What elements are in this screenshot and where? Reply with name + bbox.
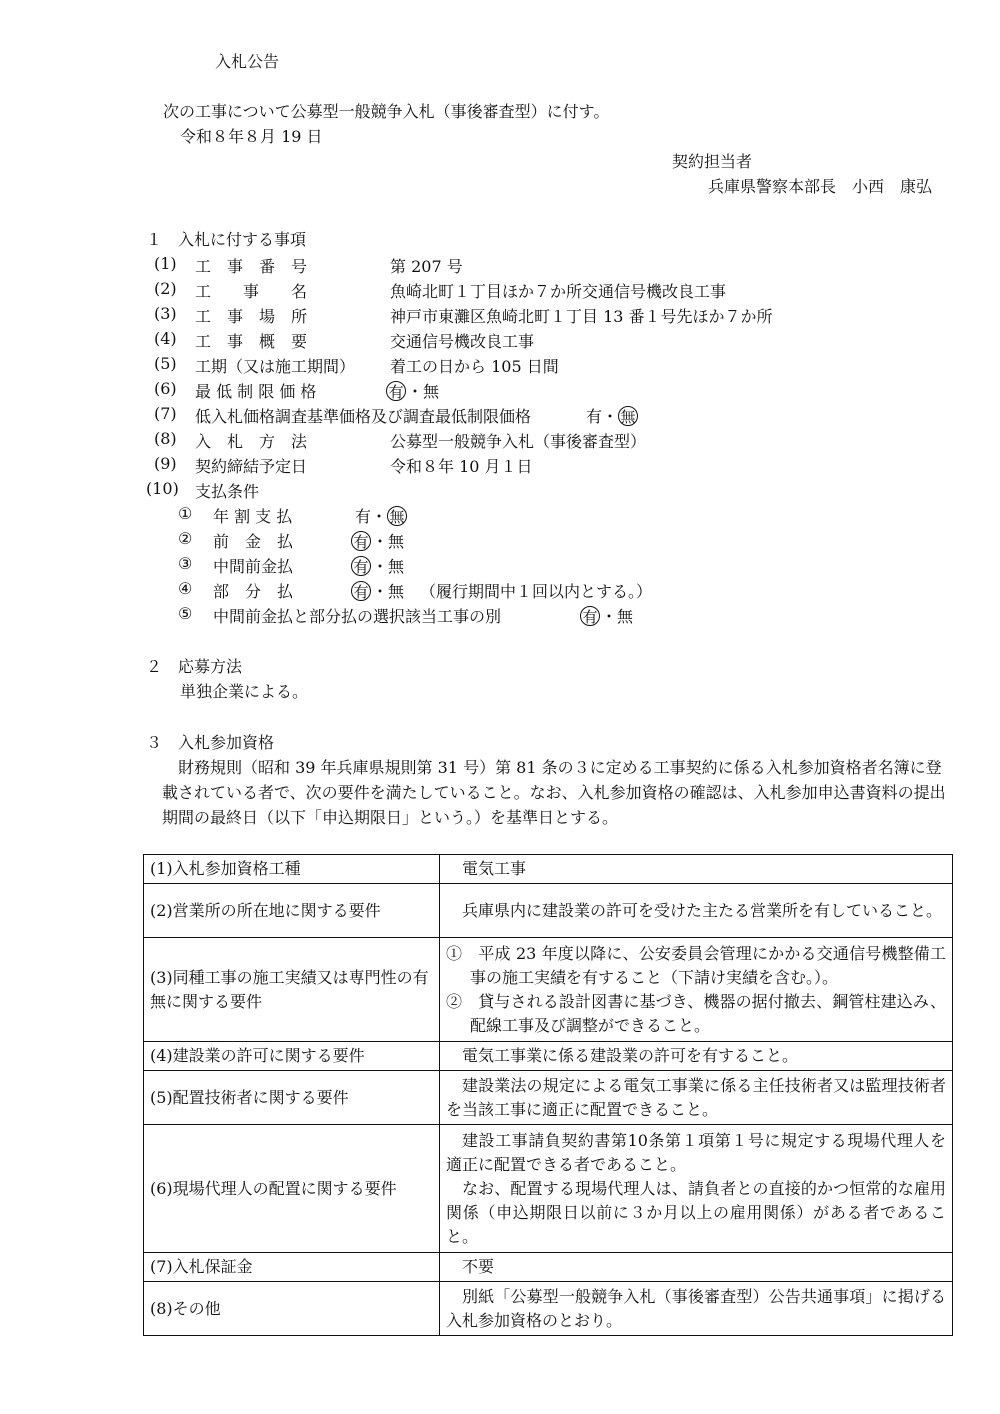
- selected-mark: 有: [351, 581, 371, 601]
- item-label: 工 事 名: [195, 282, 308, 301]
- contract-officer-name: 兵庫県警察本部長 小西 康弘: [708, 177, 933, 196]
- item-row: [150, 354, 950, 376]
- item-value: 魚崎北町１丁目ほか７か所交通信号機改良工事: [390, 282, 727, 301]
- selected-mark: 無: [618, 406, 638, 426]
- item-number: (5): [154, 354, 177, 373]
- item-row: [150, 304, 950, 326]
- notice-title: 入札公告: [215, 52, 280, 71]
- item-value: 着工の日から 105 日間: [390, 357, 559, 376]
- payment-row: ② 前 金 払 有 ・無: [178, 529, 405, 551]
- table-row: (6)現場代理人の配置に関する要件 建設工事請負契約書第10条第１項第１号に規定する現場代理人を適正に配置できる者であること。 なお、配置する現場代理人は、請負者との直接的かつ恒常的な雇用関係（申込期限日以前に３か月以上の雇用関係）がある者であること。: [144, 1125, 953, 1253]
- section-1-heading: １ 入札に付する事項: [146, 230, 307, 249]
- section-3-body: 財務規則（昭和 39 年兵庫県規則第 31 号）第 81 条の３に定める工事契約に係る入札参加資格者名簿に登載されている者で、次の要件を満たしていること。なお、入札参加資格の確認は、入札参加申込書資料の提出期間の最終日（以下「申込期限日」という。）を基準日とする。: [162, 758, 946, 827]
- notice-date: 令和８年８月 19 日: [180, 127, 323, 146]
- selected-mark: 有: [351, 531, 371, 551]
- payment-row: ④ 部 分 払 有 ・無 （履行期間中１回以内とする。）: [178, 579, 653, 601]
- item-value: 交通信号機改良工事: [390, 332, 535, 351]
- selected-mark: 無: [387, 506, 407, 526]
- item-number: (4): [154, 329, 177, 348]
- table-row: (5)配置技術者に関する要件 建設業法の規定による電気工事業に係る主任技術者又は監理技術者を当該工事に適正に配置できること。: [144, 1071, 953, 1125]
- item-row: [146, 479, 950, 501]
- item-value: 有・ 無: [586, 404, 639, 427]
- item-value: 令和８年 10 月１日: [390, 457, 533, 476]
- table-row: (1)入札参加資格工種 電気工事: [144, 855, 953, 884]
- table-row: (3)同種工事の施工実績又は専門性の有無に関する要件 ① 平成 23 年度以降に、公安委員会管理にかかる交通信号機整備工事の施工実績を有すること（下請け実績を含む。）。 ② 貸与される設計図書に基づき、機器の据付撤去、鋼管柱建込み、配線工事及び調整ができること。: [144, 938, 953, 1042]
- item-row: [150, 254, 950, 276]
- item-row: [150, 454, 950, 476]
- item-row: [150, 404, 950, 426]
- item-value: 有 ・無: [386, 379, 439, 402]
- table-row: (8)その他 別紙「公募型一般競争入札（事後審査型）公告共通事項」に掲げる入札参加資格のとおり。: [144, 1282, 953, 1336]
- item-row: [150, 379, 950, 401]
- contract-officer-label: 契約担当者: [672, 152, 753, 171]
- item-label: 低入札価格調査基準価格及び調査最低制限価格: [195, 407, 532, 426]
- item-number: (1): [154, 254, 177, 273]
- table-row: (2)営業所の所在地に関する要件 兵庫県内に建設業の許可を受けた主たる営業所を有していること。: [144, 884, 953, 938]
- item-label: 支払条件: [195, 482, 260, 501]
- item-number: (10): [146, 479, 179, 498]
- notice-intro: 次の工事について公募型一般競争入札（事後審査型）に付す。: [163, 102, 610, 121]
- item-value: 第 207 号: [390, 257, 463, 276]
- section-2-body: 単独企業による。: [180, 682, 309, 701]
- payment-row: ③ 中間前金払 有 ・無: [178, 554, 405, 576]
- selected-mark: 有: [386, 381, 406, 401]
- item-number: (3): [154, 304, 177, 323]
- item-label: 契約締結予定日: [195, 457, 308, 476]
- item-row: [150, 429, 950, 451]
- item-label: 最 低 制 限 価 格: [195, 382, 317, 401]
- item-label: 入 札 方 法: [195, 432, 308, 451]
- item-number: (7): [154, 404, 177, 423]
- item-value: 神戸市東灘区魚崎北町１丁目 13 番１号先ほか７か所: [390, 307, 773, 326]
- item-label: 工期（又は施工期間）: [195, 357, 356, 376]
- item-number: (9): [154, 454, 177, 473]
- table-row: (7)入札保証金 不要: [144, 1253, 953, 1282]
- item-number: (6): [154, 379, 177, 398]
- item-label: 工 事 場 所: [195, 307, 308, 326]
- item-label: 工 事 番 号: [195, 257, 308, 276]
- table-row: (4)建設業の許可に関する要件 電気工事業に係る建設業の許可を有すること。: [144, 1042, 953, 1071]
- payment-row: ① 年 割 支 払 有・ 無: [178, 504, 778, 526]
- item-value: 公募型一般競争入札（事後審査型）: [390, 432, 647, 451]
- item-row: [150, 329, 950, 351]
- selected-mark: 有: [580, 606, 600, 626]
- item-row: [150, 279, 950, 301]
- item-label: 工 事 概 要: [195, 332, 308, 351]
- item-number: (8): [154, 429, 177, 448]
- qualification-table: [143, 854, 953, 1336]
- section-3-heading: ３ 入札参加資格: [146, 733, 275, 752]
- section-2-heading: ２ 応募方法: [146, 657, 243, 676]
- item-number: (2): [154, 279, 177, 298]
- payment-row: ⑤ 中間前金払と部分払の選択該当工事の別 有 ・無: [178, 604, 634, 626]
- selected-mark: 有: [351, 556, 371, 576]
